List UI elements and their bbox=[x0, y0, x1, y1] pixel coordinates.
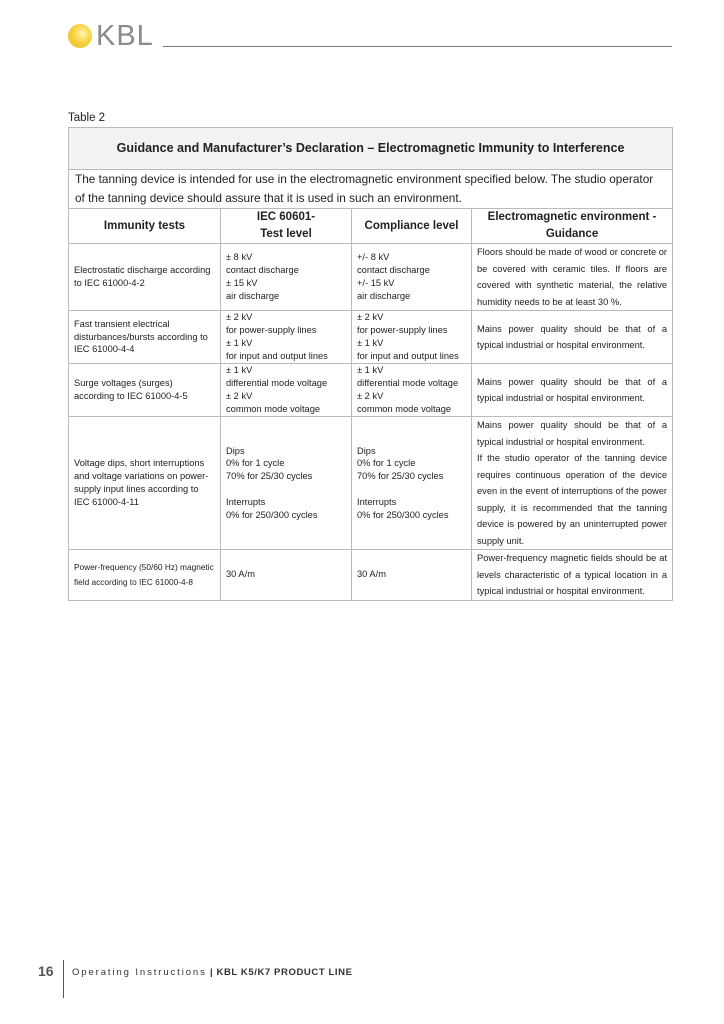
test-name: Electrostatic discharge according to IEC 61000-4-2 bbox=[74, 265, 211, 288]
cell-line: 0% for 1 cycle bbox=[357, 458, 416, 469]
guidance-text: Mains power quality should be that of a typical industrial or hospital environment. bbox=[477, 376, 668, 403]
cell-line: 0% for 250/300 cycles bbox=[357, 509, 449, 520]
immunity-test-cell bbox=[69, 550, 221, 601]
column-header: Electromagnetic environment - Guidance bbox=[472, 209, 673, 244]
table-row bbox=[69, 311, 673, 364]
cell-line: common mode voltage bbox=[357, 403, 452, 414]
cell-line bbox=[357, 483, 466, 496]
cell-line bbox=[226, 483, 346, 496]
test-level-cell bbox=[221, 364, 352, 417]
footer-product: KBL K5/K7 PRODUCT LINE bbox=[216, 967, 353, 978]
immunity-test-cell bbox=[69, 311, 221, 364]
test-level-cell bbox=[221, 244, 352, 311]
column-header: Immunity tests bbox=[69, 209, 221, 244]
guidance-text: Mains power quality should be that of a typical industrial or hospital environment. bbox=[477, 323, 668, 350]
cell-line: differential mode voltage bbox=[226, 378, 328, 389]
footer-divider bbox=[63, 960, 64, 998]
footer-text bbox=[72, 967, 353, 978]
guidance-cell bbox=[472, 417, 673, 550]
cell-line: Dips bbox=[226, 445, 245, 456]
compliance-level-cell bbox=[352, 364, 472, 417]
cell-line: 70% for 25/30 cycles bbox=[357, 471, 444, 482]
cell-line: ± 1 kV bbox=[226, 365, 253, 376]
test-name: Voltage dips, short interruptions and voltage variations on power-supply input lines according to IEC 61000-4-11 bbox=[74, 458, 209, 507]
compliance-level-cell bbox=[352, 311, 472, 364]
cell-line: Interrupts bbox=[226, 496, 266, 507]
guidance-cell bbox=[472, 244, 673, 311]
immunity-test-cell bbox=[69, 364, 221, 417]
cell-line: ± 15 kV bbox=[226, 278, 258, 288]
emc-immunity-table bbox=[68, 127, 673, 601]
cell-line: ± 1 kV bbox=[357, 338, 384, 348]
guidance-text: Mains power quality should be that of a typical industrial or hospital environment. bbox=[477, 420, 668, 447]
footer-separator: | bbox=[206, 967, 217, 978]
cell-line: ± 1 kV bbox=[357, 365, 384, 376]
test-name: Power-frequency (50/60 Hz) magnetic field according to IEC 61000-4-8 bbox=[74, 561, 214, 587]
cell-line: 30 A/m bbox=[226, 569, 255, 580]
table-label: Table 2 bbox=[68, 112, 106, 124]
table-title: Guidance and Manufacturer’s Declaration – Electromagnetic Immunity to Interference bbox=[69, 128, 673, 170]
cell-line: Dips bbox=[357, 445, 376, 456]
logo-text: KBL bbox=[96, 20, 154, 52]
guidance-text: If the studio operator of the tanning device requires continuous operation of the device even in the event of interruptions of the power supply, it is recommended that the tanning device is powered by an uninterrupted power supply unit. bbox=[477, 453, 668, 546]
header-rule bbox=[163, 46, 672, 47]
column-header: Compliance level bbox=[352, 209, 472, 244]
guidance-text: Power-frequency magnetic fields should be at levels characteristic of a typical location in a typical industrial or hospital environment. bbox=[477, 553, 668, 596]
cell-line: ± 2 kV bbox=[357, 312, 384, 323]
sun-logo-icon bbox=[68, 24, 92, 48]
cell-line: contact discharge bbox=[357, 265, 430, 276]
test-name: Surge voltages (surges) according to IEC 61000-4-5 bbox=[74, 378, 188, 401]
cell-line: contact discharge bbox=[226, 265, 299, 276]
page-number: 16 bbox=[38, 963, 54, 979]
cell-line: 0% for 1 cycle bbox=[226, 458, 285, 469]
cell-line: Interrupts bbox=[357, 496, 397, 507]
cell-line: air discharge bbox=[226, 290, 280, 301]
cell-line: ± 2 kV bbox=[226, 391, 253, 401]
kbl-logo bbox=[68, 22, 154, 50]
immunity-test-cell bbox=[69, 417, 221, 550]
table-row bbox=[69, 244, 673, 311]
cell-line: 70% for 25/30 cycles bbox=[226, 471, 313, 482]
cell-line: ± 2 kV bbox=[357, 391, 384, 401]
immunity-test-cell bbox=[69, 244, 221, 311]
table-row bbox=[69, 364, 673, 417]
cell-line: common mode voltage bbox=[226, 403, 321, 414]
table-row bbox=[69, 417, 673, 550]
test-level-cell bbox=[221, 550, 352, 601]
test-level-cell bbox=[221, 417, 352, 550]
cell-line: for input and output lines bbox=[226, 350, 328, 361]
table-intro: The tanning device is intended for use in the electromagnetic environment specified below. The studio operator of the tanning device should assure that it is used in such an environment. bbox=[69, 170, 673, 209]
table-row bbox=[69, 550, 673, 601]
column-header: IEC 60601- Test level bbox=[221, 209, 352, 244]
compliance-level-cell bbox=[352, 550, 472, 601]
cell-line: +/- 8 kV bbox=[357, 252, 390, 263]
cell-line: for power-supply lines bbox=[357, 325, 448, 336]
cell-line: +/- 15 kV bbox=[357, 278, 395, 288]
guidance-cell bbox=[472, 550, 673, 601]
cell-line: ± 2 kV bbox=[226, 312, 253, 323]
guidance-cell bbox=[472, 364, 673, 417]
cell-line: ± 1 kV bbox=[226, 338, 253, 348]
cell-line: 30 A/m bbox=[357, 569, 386, 580]
cell-line: 0% for 250/300 cycles bbox=[226, 509, 318, 520]
footer-title: Operating Instructions bbox=[72, 967, 207, 978]
guidance-cell bbox=[472, 311, 673, 364]
compliance-level-cell bbox=[352, 417, 472, 550]
cell-line: air discharge bbox=[357, 290, 411, 301]
cell-line: differential mode voltage bbox=[357, 378, 459, 389]
test-name: Fast transient electrical disturbances/bursts according to IEC 61000-4-4 bbox=[74, 318, 208, 355]
cell-line: for input and output lines bbox=[357, 350, 459, 361]
compliance-level-cell bbox=[352, 244, 472, 311]
cell-line: for power-supply lines bbox=[226, 325, 317, 336]
cell-line: ± 8 kV bbox=[226, 252, 253, 263]
test-level-cell bbox=[221, 311, 352, 364]
guidance-text: Floors should be made of wood or concrete or be covered with ceramic tiles. If floors are covered with synthetic material, the relative humidity needs to be at least 30 %. bbox=[477, 247, 668, 307]
